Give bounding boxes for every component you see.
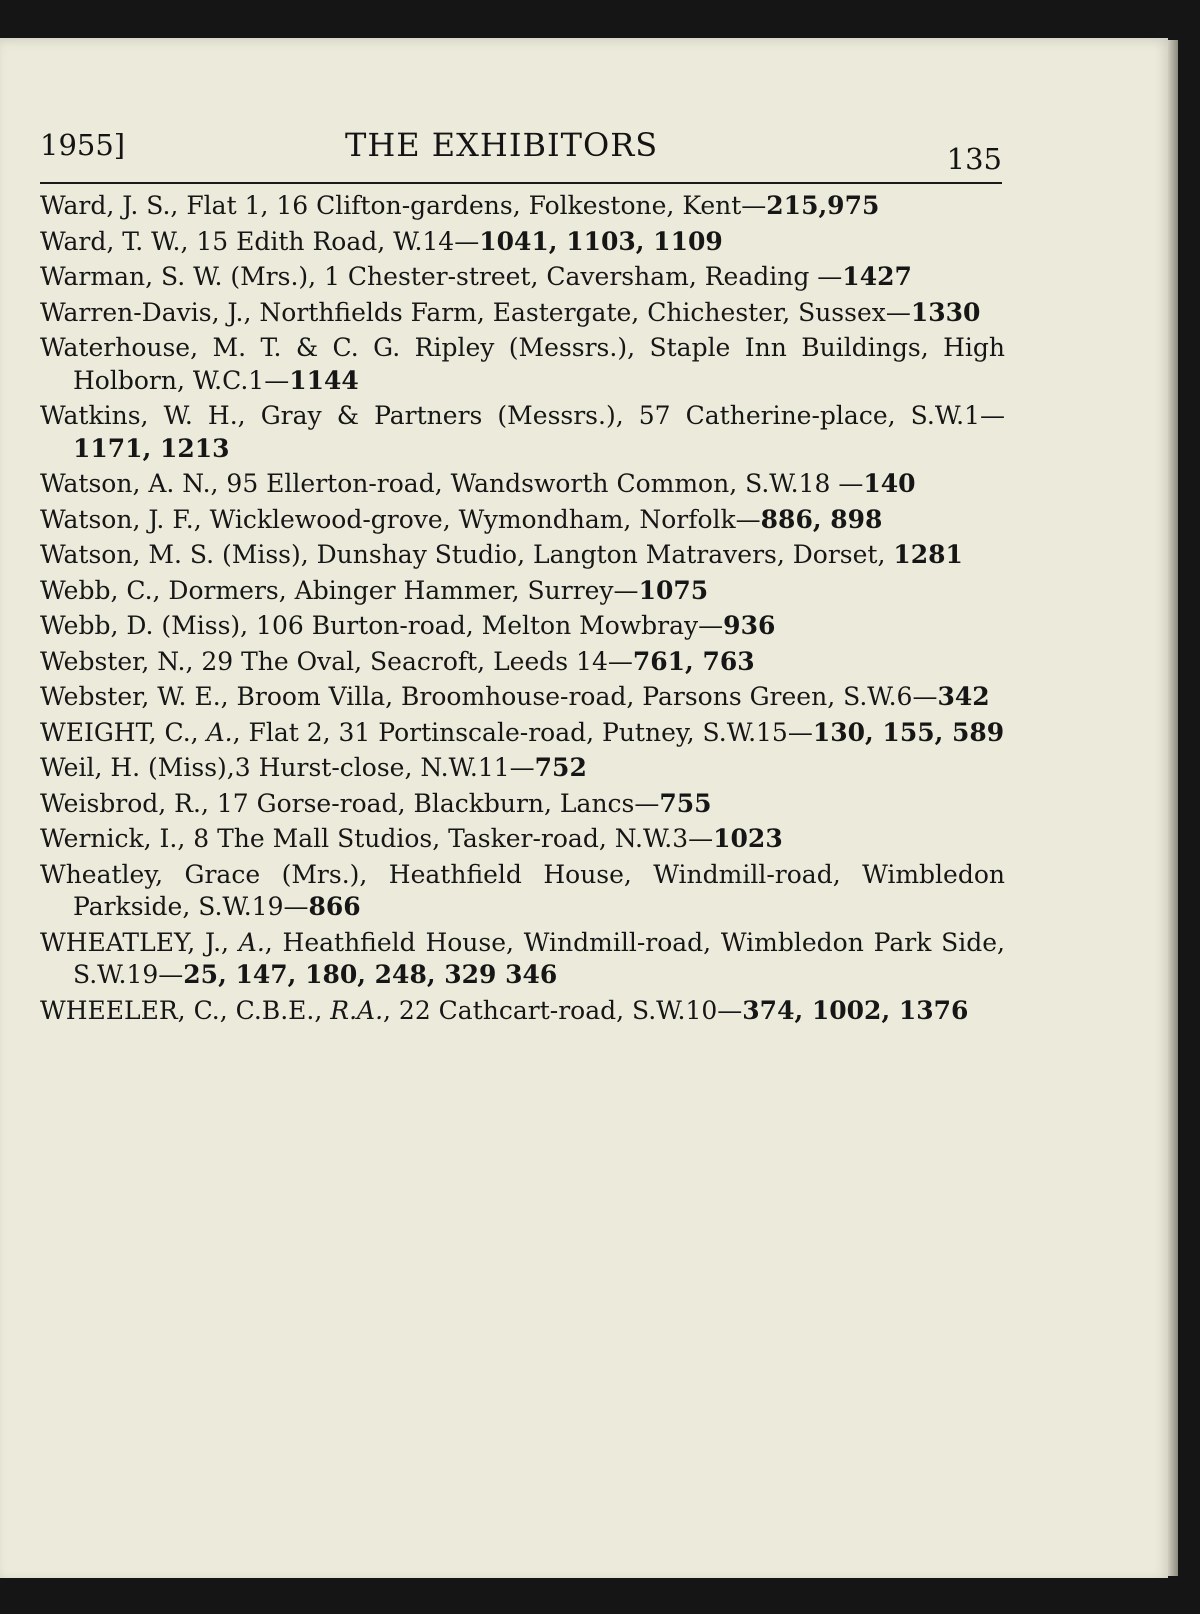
exhibitor-name: Wernick, I., (40, 824, 186, 853)
exhibitor-entry (40, 504, 1005, 537)
exhibitor-address: 15 Edith Road, W.14— (188, 226, 480, 256)
exhibitor-entry (40, 297, 1005, 330)
exhibitor-name: Warren-Davis, J., (40, 297, 252, 327)
exhibitor-entry (40, 261, 1005, 294)
exhibitor-list (40, 190, 1005, 1030)
exhibitor-address: 3 Hurst-close, N.W.11— (234, 753, 535, 782)
exhibitor-entry (40, 927, 1005, 992)
exhibitor-name: Warman, S. W. (Mrs.), (40, 262, 317, 291)
exhibit-numbers: 1427 (842, 262, 912, 291)
exhibitor-name: Webster, N., (40, 646, 194, 676)
exhibitor-name: WEIGHT, C., (40, 717, 199, 747)
exhibitor-entry (40, 859, 1005, 924)
page-edge (1168, 40, 1178, 1576)
exhibitor-entry (40, 332, 1005, 397)
exhibit-numbers: 140 (863, 469, 916, 498)
exhibitor-name: Weil, H. (Miss), (40, 753, 235, 782)
exhibit-numbers: 25, 147, 180, 248, 329 346 (183, 960, 558, 989)
exhibit-numbers: 374, 1002, 1376 (742, 995, 969, 1025)
exhibit-numbers: 886, 898 (760, 504, 883, 534)
exhibitor-entry (40, 788, 1005, 821)
exhibitor-entry (40, 226, 1005, 259)
exhibit-numbers: 755 (659, 788, 712, 818)
exhibitor-rank: R.A. (322, 995, 384, 1025)
exhibitor-address: Broom Villa, Broomhouse-road, Parsons Green, S.W.6— (228, 682, 938, 711)
exhibitor-name: Wheatley, Grace (Mrs.), (40, 859, 368, 889)
exhibitor-address: , Heathfield House, Windmill-road, Wimbledon Park Side, S.W.19— (73, 927, 1006, 989)
exhibitor-name: Ward, J. S., (40, 191, 179, 220)
exhibit-numbers: 752 (534, 753, 587, 782)
exhibit-numbers: 1171, 1213 (73, 433, 230, 463)
exhibitor-address: 1 Chester-street, Caversham, Reading — (316, 262, 843, 291)
exhibitor-address: 8 The Mall Studios, Tasker-road, N.W.3— (185, 824, 714, 853)
exhibit-numbers: 1330 (910, 297, 981, 327)
exhibitor-name: Watson, A. N., (40, 469, 219, 498)
exhibit-numbers: 936 (723, 611, 776, 640)
exhibitor-name: WHEATLEY, J., (40, 927, 229, 957)
exhibitor-entry (40, 717, 1005, 750)
exhibitor-name: Webb, C., (40, 575, 161, 605)
exhibitor-name: Ward, T. W., (40, 226, 189, 256)
exhibitor-entry (40, 646, 1005, 679)
exhibitor-rank: A. (198, 717, 233, 747)
header-rule (40, 182, 1002, 184)
exhibitor-entry (40, 400, 1005, 465)
page-number: 135 (946, 142, 1002, 176)
exhibitor-entry (40, 995, 1005, 1028)
exhibitor-address: 57 Catherine-place, S.W.1— (623, 401, 1005, 430)
exhibitor-name: Watson, J. F., (40, 504, 202, 534)
exhibit-numbers: 1281 (893, 540, 963, 569)
running-head-year: 1955] (40, 128, 126, 162)
exhibitor-name: WHEELER, C., C.B.E., (40, 995, 323, 1025)
exhibit-numbers: 866 (308, 892, 361, 921)
exhibitor-address: Dormers, Abinger Hammer, Surrey— (160, 575, 639, 605)
exhibit-numbers: 215,975 (766, 191, 880, 220)
exhibit-numbers: 1041, 1103, 1109 (479, 226, 723, 256)
exhibitor-name: Watson, M. S. (Miss), (40, 540, 309, 569)
exhibitor-entry (40, 190, 1005, 223)
exhibit-numbers: 1075 (638, 575, 709, 605)
exhibitor-entry (40, 539, 1005, 572)
exhibitor-address: 95 Ellerton-road, Wandsworth Common, S.W.18 — (218, 469, 864, 498)
exhibit-numbers: 130, 155, 589 (812, 717, 1005, 747)
exhibit-numbers: 342 (937, 682, 990, 711)
exhibitor-name: Weisbrod, R., (40, 788, 209, 818)
exhibitor-address: 106 Burton-road, Melton Mowbray— (248, 611, 724, 640)
exhibitor-address: Heathfield House, Windmill-road, Wimbledon Parkside, S.W.19— (73, 859, 1005, 921)
running-head-title: THE EXHIBITORS (345, 126, 659, 164)
exhibitor-rank: A. (228, 927, 265, 957)
exhibitor-address: Dunshay Studio, Langton Matravers, Dorset, (308, 540, 894, 569)
exhibitor-entry (40, 610, 1005, 643)
exhibitor-name: Watkins, W. H., Gray & Partners (Messrs.), (40, 401, 624, 430)
exhibit-numbers: 1023 (713, 824, 783, 853)
exhibitor-entry (40, 681, 1005, 714)
exhibitor-address: Staple Inn Buildings, High Holborn, W.C.1— (73, 333, 1005, 395)
exhibitor-address: Northfields Farm, Eastergate, Chichester, Sussex— (251, 297, 911, 327)
exhibitor-address: , 22 Cathcart-road, S.W.10— (383, 995, 743, 1025)
exhibitor-address: 29 The Oval, Seacroft, Leeds 14— (193, 646, 633, 676)
exhibitor-entry (40, 823, 1005, 856)
exhibit-numbers: 761, 763 (632, 646, 755, 676)
exhibitor-entry (40, 575, 1005, 608)
exhibitor-name: Webb, D. (Miss), (40, 611, 249, 640)
exhibitor-address: Flat 1, 16 Clifton-gardens, Folkestone, Kent— (178, 191, 767, 220)
exhibitor-address: , Flat 2, 31 Portinscale-road, Putney, S.W.15— (232, 717, 813, 747)
exhibitor-entry (40, 468, 1005, 501)
exhibit-numbers: 1144 (289, 365, 359, 395)
exhibitor-address: Wicklewood-grove, Wymondham, Norfolk— (201, 504, 761, 534)
exhibitor-entry (40, 752, 1005, 785)
exhibitor-name: Waterhouse, M. T. & C. G. Ripley (Messrs.), (40, 333, 636, 362)
running-head (40, 98, 1002, 178)
exhibitor-name: Webster, W. E., (40, 682, 229, 711)
exhibitor-address: 17 Gorse-road, Blackburn, Lancs— (208, 788, 660, 818)
